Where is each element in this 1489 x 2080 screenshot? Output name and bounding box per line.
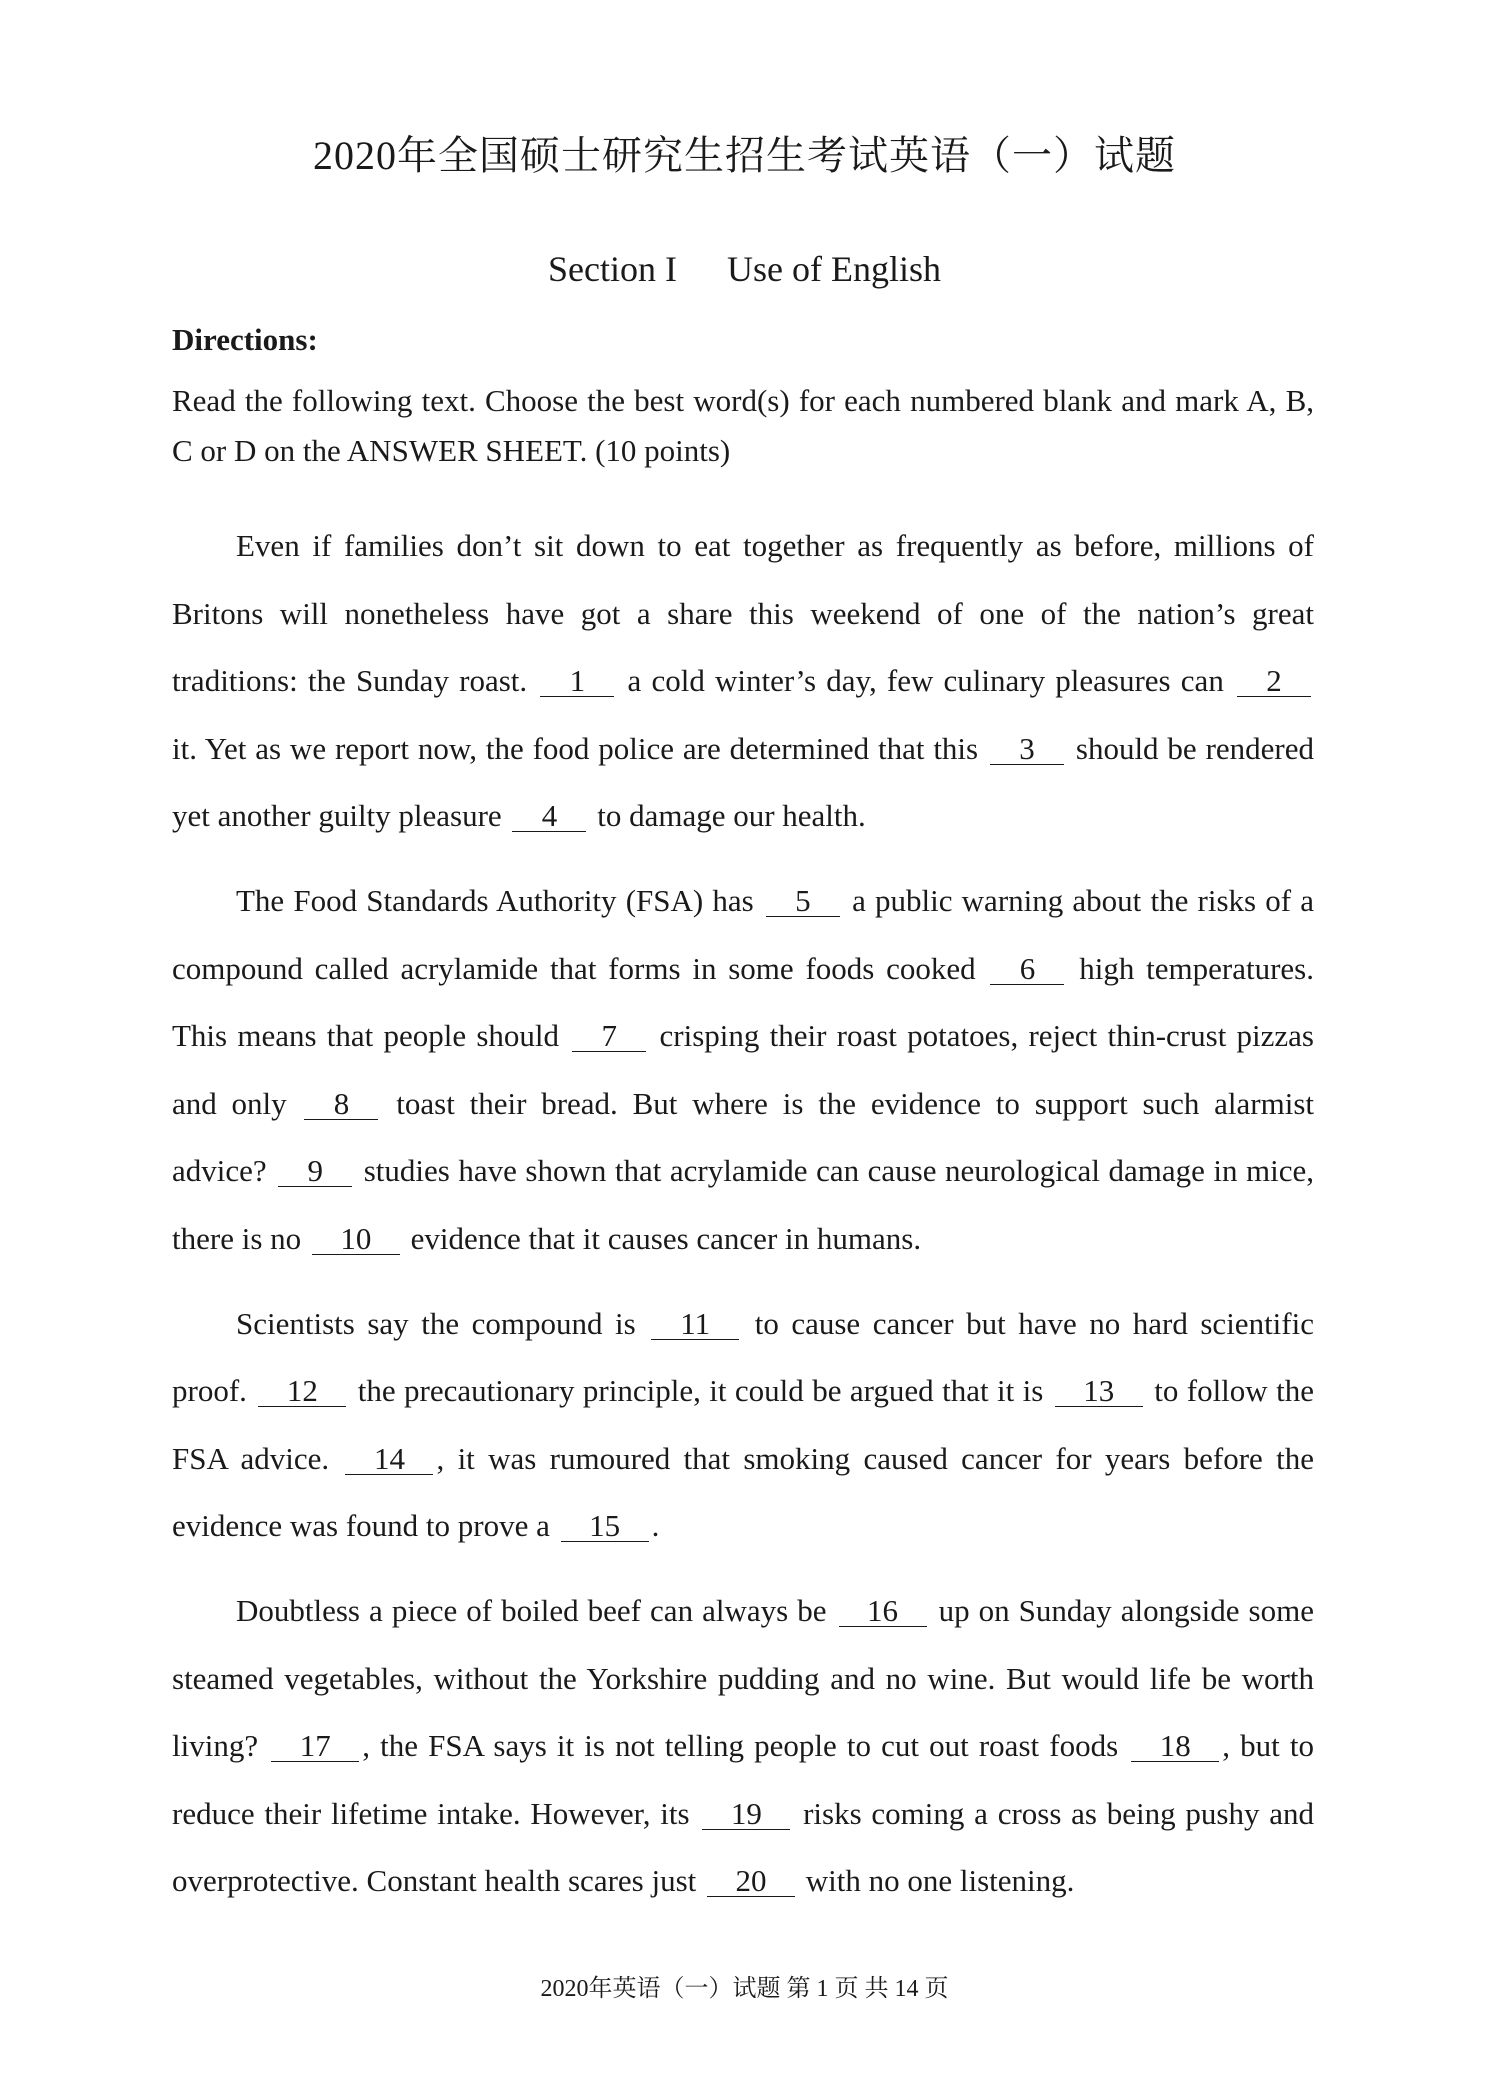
passage-text: high temperatures. This means that people should: [172, 950, 1314, 1054]
passage-text: a public warning about the risks of a compound called acrylamide that forms in some foods cooked: [172, 882, 1314, 986]
passage-text: toast their bread. But where is the evidence to support such alarmist advice?: [172, 1085, 1314, 1189]
passage-text: , the FSA says it is not telling people to cut out roast foods: [362, 1728, 1129, 1764]
section-number: Section I: [548, 249, 677, 289]
passage-paragraph: [172, 1577, 1314, 1915]
passage-text: , but to reduce their lifetime intake. However, its: [172, 1728, 1314, 1831]
passage-text: to cause cancer but have no hard scientific proof.: [172, 1305, 1314, 1409]
cloze-blank: 19: [702, 1799, 790, 1830]
cloze-blank: 15: [561, 1511, 649, 1542]
directions-text: Read the following text. Choose the best word(s) for each numbered blank and mark A, B, C or D on the ANSWER SHEET. (10 points): [172, 383, 1314, 468]
cloze-blank: 9: [278, 1156, 352, 1187]
directions-label: Directions:: [172, 322, 318, 357]
cloze-passage: [172, 512, 1314, 1932]
exam-title: 2020年全国硕士研究生招生考试英语（一）试题: [313, 133, 1176, 178]
passage-text: up on Sunday alongside some steamed vegetables, without the Yorkshire pudding and no wine. But would life be worth living?: [172, 1592, 1314, 1764]
passage-text: the precautionary principle, it could be argued that it is: [349, 1373, 1052, 1409]
passage-text: Doubtless a piece of boiled beef can always be: [236, 1592, 836, 1628]
passage-text: should be rendered yet another guilty pleasure: [172, 730, 1314, 834]
passage-text: studies have shown that acrylamide can cause neurological damage in mice, there is no: [172, 1153, 1314, 1256]
cloze-blank: 8: [304, 1089, 378, 1120]
passage-paragraph: [172, 512, 1314, 850]
cloze-blank: 13: [1055, 1376, 1143, 1407]
cloze-blank: 14: [345, 1444, 433, 1475]
cloze-blank: 1: [540, 666, 614, 697]
cloze-blank: 11: [651, 1309, 739, 1340]
passage-text: a cold winter’s day, few culinary pleasures can: [617, 663, 1234, 699]
cloze-blank: 5: [766, 886, 840, 917]
cloze-blank: 4: [512, 801, 586, 832]
passage-text: it. Yet as we report now, the food police are determined that this: [172, 730, 987, 766]
passage-text: evidence that it causes cancer in humans.: [402, 1220, 922, 1256]
cloze-blank: 3: [990, 734, 1064, 765]
cloze-blank: 10: [312, 1224, 400, 1255]
cloze-blank: 18: [1131, 1731, 1219, 1762]
cloze-blank: 17: [271, 1731, 359, 1762]
section-heading: [0, 248, 1489, 290]
cloze-blank: 7: [572, 1021, 646, 1052]
cloze-blank: 16: [839, 1596, 927, 1627]
cloze-blank: 20: [707, 1866, 795, 1897]
passage-text: Even if families don’t sit down to eat together as frequently as before, millions of Britons will nonetheless have got a share this weekend of one of the nation’s great traditions: the Sunday roast.: [172, 528, 1314, 699]
passage-text: crisping their roast potatoes, reject thin-crust pizzas and only: [172, 1018, 1314, 1121]
section-name: Use of English: [727, 249, 941, 289]
passage-text: to damage our health.: [589, 798, 866, 834]
passage-text: Scientists say the compound is: [236, 1305, 649, 1341]
cloze-blank: 12: [258, 1376, 346, 1407]
cloze-blank: 2: [1237, 666, 1311, 697]
passage-text: , it was rumoured that smoking caused cancer for years before the evidence was found to prove a: [172, 1440, 1314, 1544]
cloze-blank: 6: [990, 954, 1064, 985]
passage-paragraph: [172, 867, 1314, 1273]
page-footer: 2020年英语（一）试题 第 1 页 共 14 页: [540, 1976, 949, 2002]
passage-text: with no one listening.: [798, 1863, 1075, 1899]
passage-text: risks coming a cross as being pushy and overprotective. Constant health scares just: [172, 1795, 1314, 1899]
passage-text: .: [651, 1508, 660, 1544]
passage-text: to follow the FSA advice.: [172, 1373, 1314, 1476]
passage-text: The Food Standards Authority (FSA) has: [236, 882, 763, 918]
passage-paragraph: [172, 1290, 1314, 1560]
